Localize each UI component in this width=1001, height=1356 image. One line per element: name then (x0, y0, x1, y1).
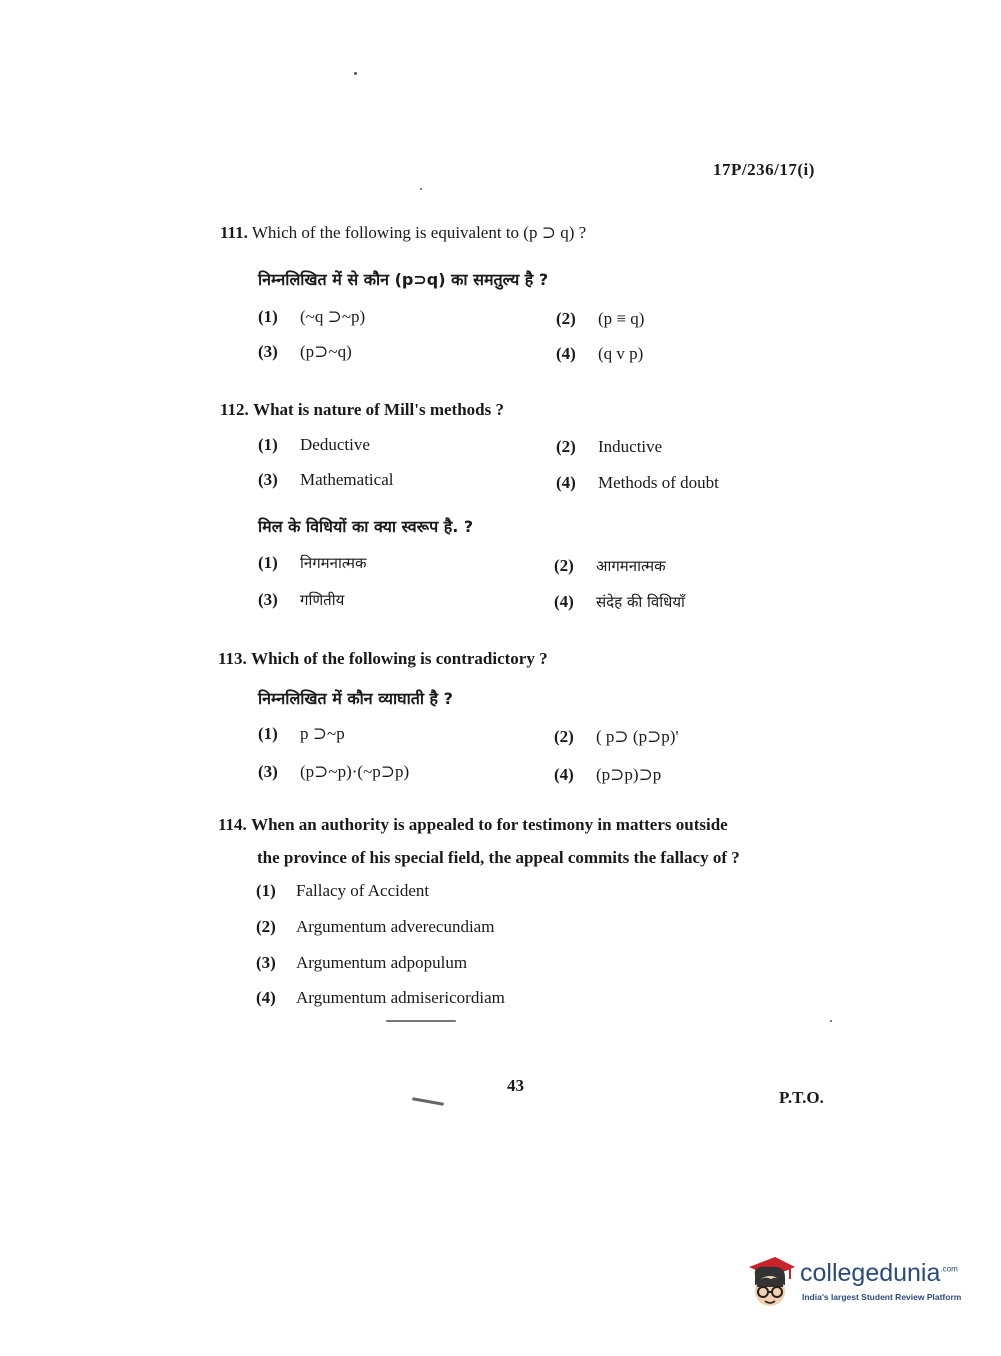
question-text-en-line1: When an authority is appealed to for testimony in matters outside (251, 815, 728, 834)
question-text-hi: निम्नलिखित में से कौन (p⊃q) का समतुल्य है ? (258, 270, 549, 289)
option-111-4: (4) (q v p) (556, 344, 644, 363)
question-112 (220, 400, 504, 420)
scan-speck (354, 72, 357, 75)
option-111-2: (2) (p ≡ q) (556, 309, 645, 328)
option-112-hi-4: (4) संदेह की विधियाँ (554, 592, 685, 611)
option-111-3: (3) (p⊃~q) (258, 342, 352, 361)
option-113-4: (4) (p⊃p)⊃p (554, 765, 662, 784)
option-113-2: (2) ( p⊃ (p⊃p)' (554, 727, 679, 746)
option-114-3: (3) Argumentum adpopulum (256, 953, 468, 972)
option-112-2: (2) Inductive (556, 437, 663, 456)
option-112-hi-2: (2) आगमनात्मक (554, 556, 666, 575)
question-number: 114. (218, 815, 247, 834)
option-113-3: (3) (p⊃~p)·(~p⊃p) (258, 762, 410, 781)
question-number: 111. (220, 223, 248, 242)
option-112-4: (4) Methods of doubt (556, 473, 719, 492)
option-112-1: (1) Deductive (258, 435, 370, 454)
scan-smudge (412, 1097, 444, 1106)
question-text-en-line2: the province of his special field, the appeal commits the fallacy of ? (257, 848, 740, 867)
scan-speck (830, 1020, 832, 1022)
question-111 (220, 223, 586, 243)
question-text-en: Which of the following is equivalent to (p ⊃ q) ? (251, 223, 587, 242)
scan-speck (420, 188, 422, 190)
option-113-1: (1) p ⊃~p (258, 724, 345, 743)
brand-name: collegedunia$^{.com}$ (800, 1259, 958, 1287)
question-114 (218, 815, 728, 835)
question-text-hi: निम्नलिखित में कौन व्याघाती है ? (258, 689, 453, 708)
option-112-3: (3) Mathematical (258, 470, 394, 489)
paper-code: 17P/236/17(i) (713, 160, 815, 179)
question-113 (218, 649, 548, 669)
graduate-mascot-icon (745, 1253, 797, 1311)
option-111-1: (1) (~q ⊃~p) (258, 307, 366, 326)
option-114-2: (2) Argumentum adverecundiam (256, 917, 495, 936)
option-112-hi-3: (3) गणितीय (258, 590, 345, 609)
scan-smudge (386, 1020, 456, 1022)
question-number: 113. (218, 649, 247, 668)
collegedunia-logo (745, 1253, 970, 1313)
question-number: 112. (220, 400, 249, 419)
question-text-hi: मिल के विधियों का क्या स्वरूप है. ? (258, 517, 474, 536)
option-112-hi-1: (1) निगमनात्मक (258, 553, 367, 572)
question-text-en: Which of the following is contradictory ? (251, 649, 548, 668)
pto-label: P.T.O. (779, 1088, 824, 1107)
option-114-4: (4) Argumentum admisericordiam (256, 988, 505, 1007)
question-text-en: What is nature of Mill's methods ? (253, 400, 504, 419)
page-number: 43 (507, 1076, 524, 1095)
brand-tagline: India's largest Student Review Platform (802, 1292, 962, 1302)
option-114-1: (1) Fallacy of Accident (256, 881, 430, 900)
